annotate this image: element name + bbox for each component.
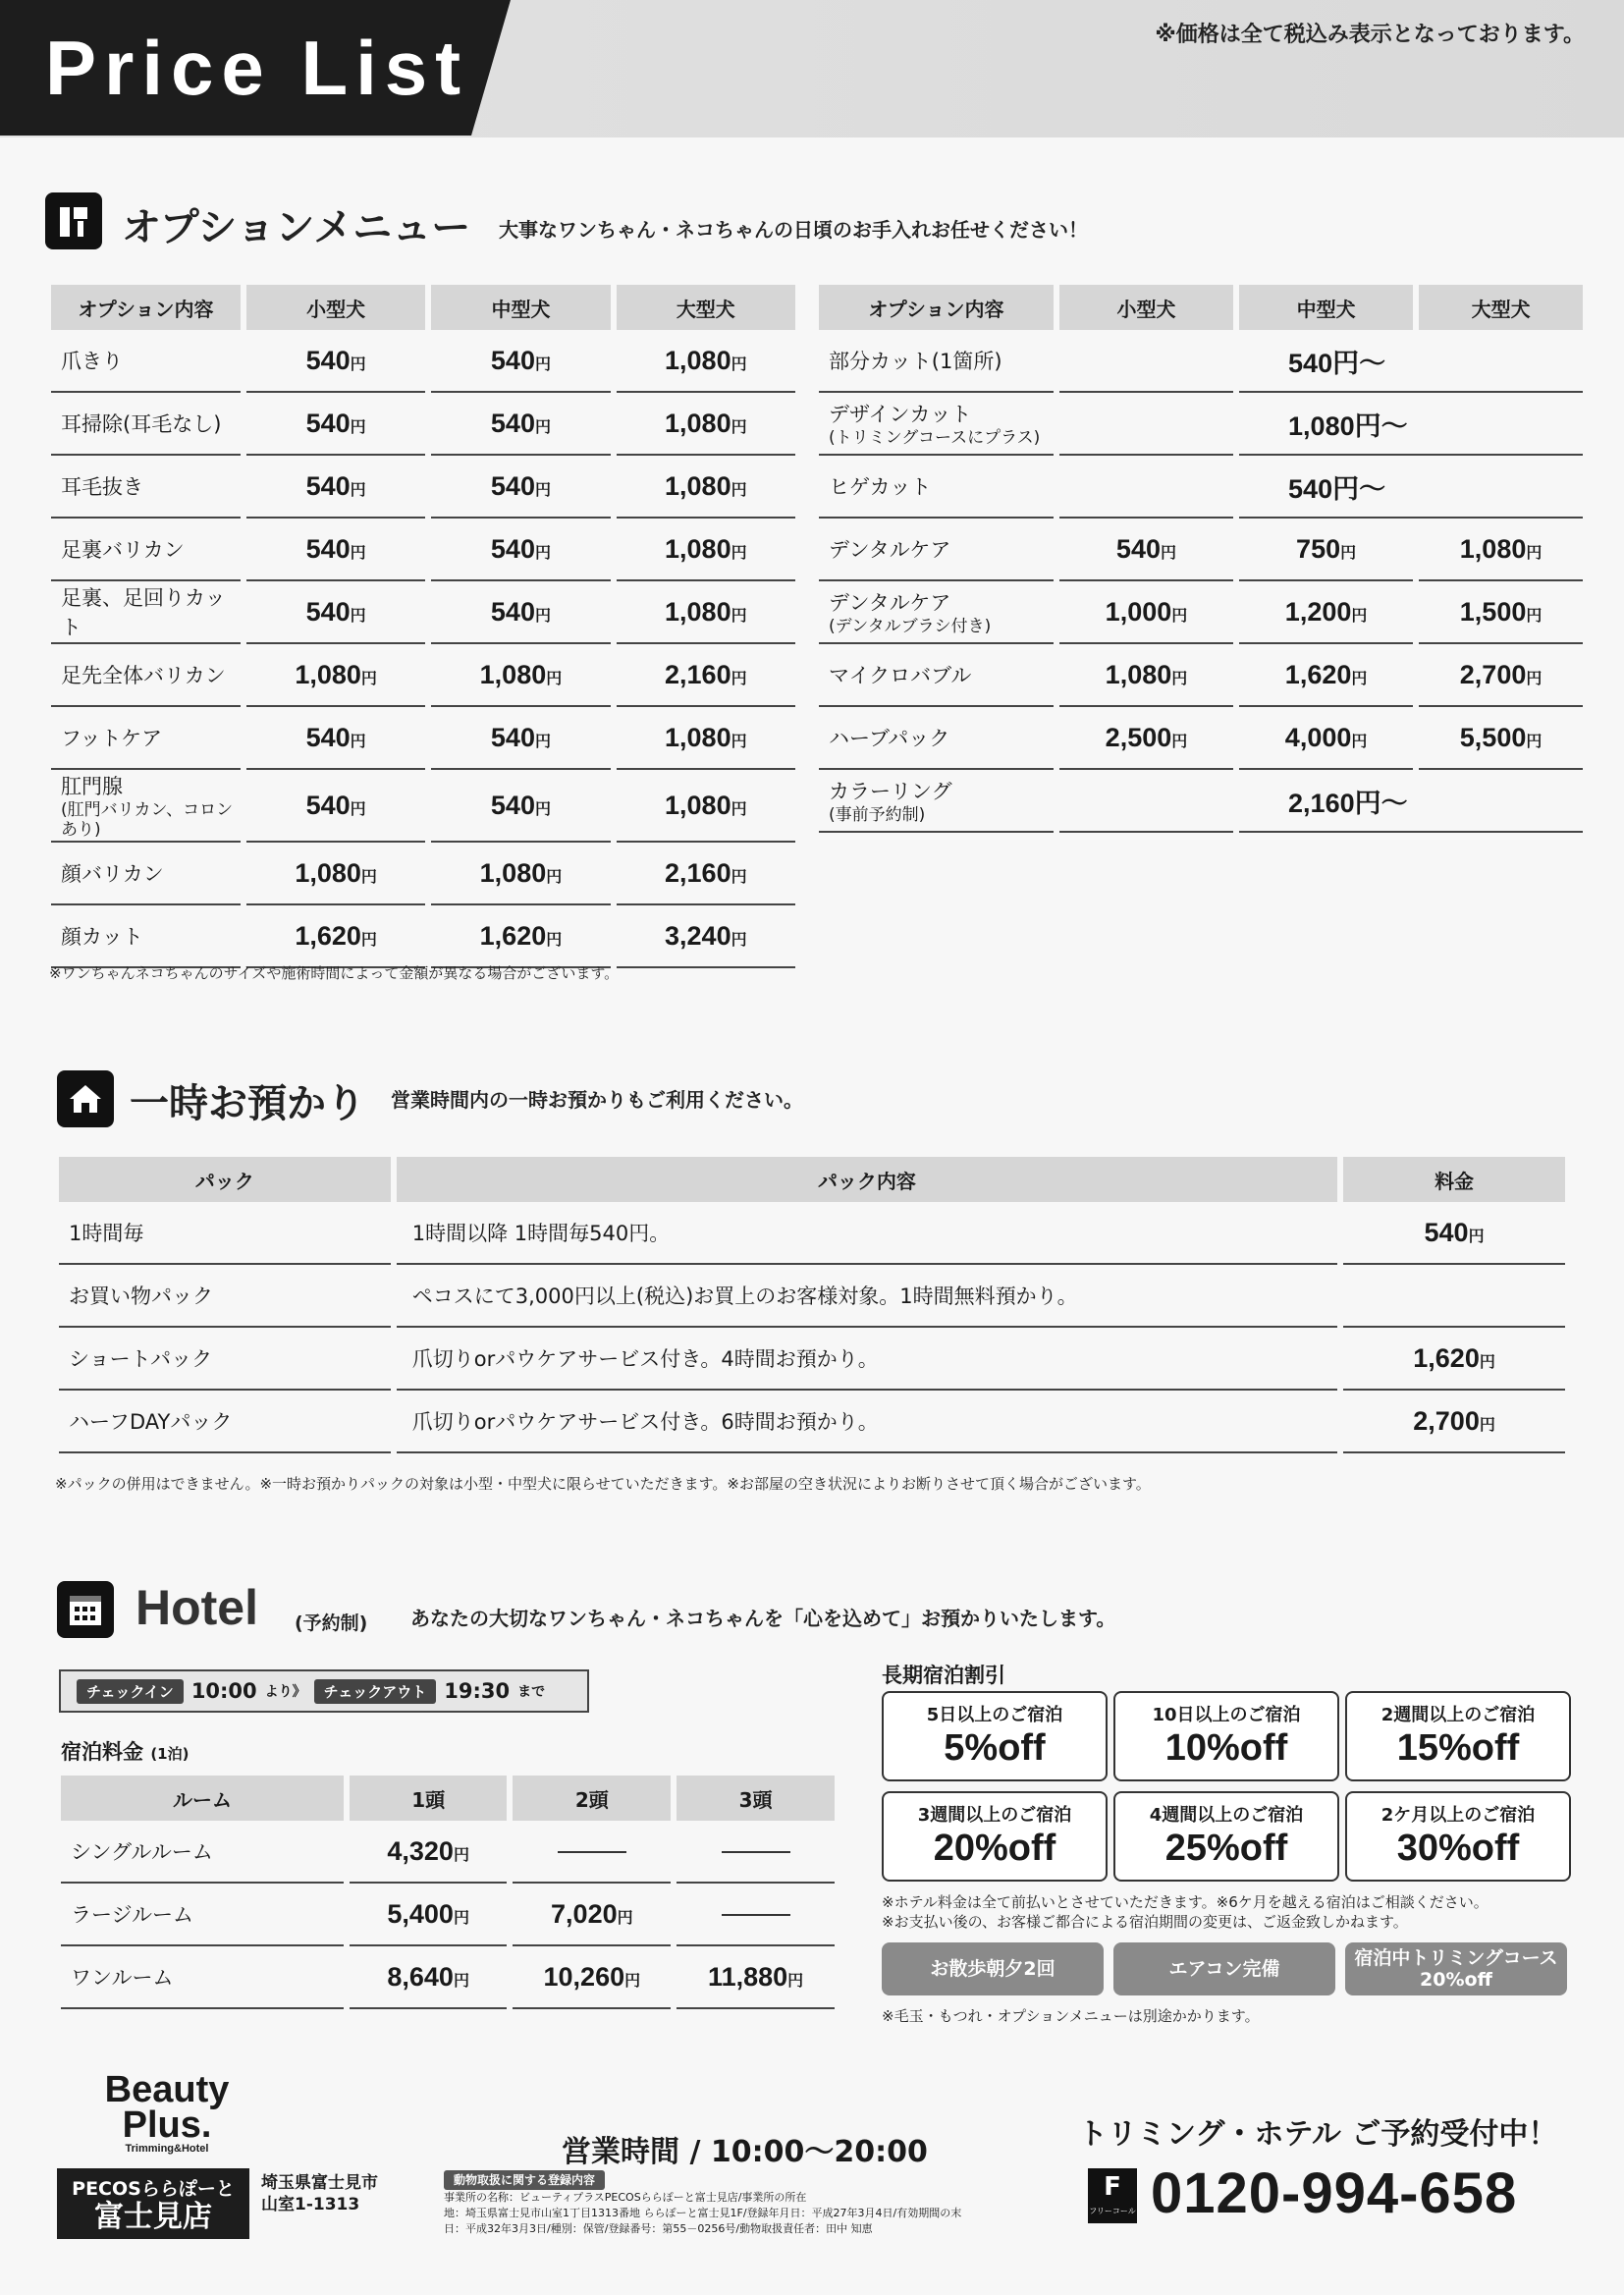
freecall-label: フリーコール [1089, 2207, 1136, 2215]
table-row [819, 393, 1583, 456]
checkout-label: チェックアウト [314, 1679, 437, 1704]
pack-content: 爪切りorパウケアサービス付き。6時間お預かり。 [397, 1391, 1337, 1453]
price-cell: 7,020円 [513, 1884, 671, 1946]
table-row [819, 707, 1583, 770]
price-cell: 4,000円 [1239, 707, 1413, 770]
price-cell: 540円 [431, 456, 610, 519]
price-cell: 1,080円 [617, 770, 795, 843]
store-address [261, 2172, 378, 2215]
discount-card [1345, 1791, 1571, 1882]
discount-note-1: ※ホテル料金は全て前払いとさせていただきます。※6ケ月を越える宿泊はご相談ください。 [882, 1893, 1489, 1911]
discount-rate: 5%off [944, 1727, 1046, 1769]
option-name: 爪きり [51, 330, 241, 393]
option-name: 耳掃除(耳毛なし) [51, 393, 241, 456]
pack-name: ショートパック [59, 1328, 391, 1391]
daycare-note: ※パックの併用はできません。※一時お預かりパックの対象は小型・中型犬に限らせていただきます。※お部屋の空き状況によりお断りさせて頂く場合がございます。 [55, 1475, 1151, 1493]
price-cell: 540円 [246, 456, 425, 519]
price-cell: 2,160円 [617, 843, 795, 905]
option-name: 耳毛抜き [51, 456, 241, 519]
discount-card [882, 1691, 1108, 1781]
house-icon [57, 1070, 114, 1127]
store-line-2: 富士見店 [94, 2200, 212, 2234]
price-cell: 1,080円 [617, 330, 795, 393]
discount-note-2: ※お支払い後の、お客様ご都合による宿泊期間の変更は、ご返金致しかねます。 [882, 1913, 1408, 1931]
feature-note: ※毛玉・もつれ・オプションメニューは別途かかります。 [882, 2007, 1260, 2025]
discount-condition: 2週間以上のご宿泊 [1380, 1705, 1536, 1725]
hotel-title: Hotel [135, 1580, 258, 1635]
hours-value: 10:00〜20:00 [710, 2135, 928, 2169]
discount-rate: 20%off [933, 1828, 1056, 1869]
col-header: 大型犬 [1419, 285, 1583, 330]
discount-condition: 10日以上のご宿泊 [1152, 1705, 1301, 1725]
hotel-subtitle: あなたの大切なワンちゃん・ネコちゃんを「心を込めて」お預かりいたします。 [410, 1607, 1116, 1630]
price-cell: 1,200円 [1239, 581, 1413, 644]
daycare-subtitle: 営業時間内の一時お預かりもご利用ください。 [391, 1088, 803, 1112]
discount-card [882, 1791, 1108, 1882]
hours-label: 営業時間 [562, 2135, 679, 2169]
price-cell: 2,500円 [1059, 707, 1233, 770]
discount-title: 長期宿泊割引 [882, 1664, 1005, 1687]
option-name: ヒゲカット [819, 456, 1054, 519]
table-row [819, 644, 1583, 707]
table-row [819, 330, 1583, 393]
hotel-rate-table [55, 1776, 840, 2009]
col-header: ルーム [61, 1776, 344, 1821]
checkout-time: 19:30 [444, 1679, 511, 1703]
table-row [59, 1328, 1565, 1391]
price-cell: 2,700円 [1343, 1391, 1565, 1453]
checkin-label: チェックイン [77, 1679, 184, 1704]
col-header: 大型犬 [617, 285, 795, 330]
reg-line-1: 事業所の名称：ビューティプラスPECOSららぽーと富士見店/事業所の所在 [444, 2191, 807, 2204]
col-header: オプション内容 [819, 285, 1054, 330]
pack-content: 爪切りorパウケアサービス付き。4時間お預かり。 [397, 1328, 1337, 1391]
scissors-icon [45, 192, 102, 249]
room-name: ワンルーム [61, 1946, 344, 2009]
pack-name: ハーフDAYパック [59, 1391, 391, 1453]
option-name: デンタルケア (デンタルブラシ付き) [819, 581, 1054, 644]
option-name: 足裏バリカン [51, 519, 241, 581]
col-header: 小型犬 [246, 285, 425, 330]
price-cell [1343, 1265, 1565, 1328]
price-cell: 540円〜 [1239, 330, 1583, 393]
price-cell: 10,260円 [513, 1946, 671, 2009]
col-header: 2頭 [513, 1776, 671, 1821]
discount-card [1345, 1691, 1571, 1781]
daycare-table [53, 1157, 1571, 1453]
price-cell: 1,080円 [246, 644, 425, 707]
discount-condition: 2ケ月以上のご宿泊 [1380, 1805, 1536, 1826]
phone-number[interactable]: 0120-994-658 [1151, 2161, 1518, 2225]
price-cell: 1,620円 [246, 905, 425, 968]
table-row [819, 519, 1583, 581]
option-name: デザインカット (トリミングコースにプラス) [819, 393, 1054, 456]
table-row [51, 707, 795, 770]
price-cell: 1,620円 [1239, 644, 1413, 707]
address-line-1: 埼玉県富士見市 [261, 2173, 378, 2193]
price-cell: 4,320円 [350, 1821, 508, 1884]
discount-rate: 30%off [1396, 1828, 1520, 1869]
feature-walks: お散歩朝夕2回 [882, 1942, 1104, 1995]
options-subtitle: 大事なワンちゃん・ネコちゃんの日頃のお手入れお任せください！ [499, 218, 1088, 242]
table-row [61, 1946, 835, 2009]
table-row [51, 644, 795, 707]
option-name: 足先全体バリカン [51, 644, 241, 707]
options-table-left [45, 285, 801, 968]
pack-content: 1時間以降 1時間毎540円。 [397, 1202, 1337, 1265]
option-name: 顔バリカン [51, 843, 241, 905]
price-cell: 540円 [431, 330, 610, 393]
col-header: オプション内容 [51, 285, 241, 330]
table-row [51, 770, 795, 843]
price-cell: 2,160円〜 [1239, 770, 1583, 833]
table-row [51, 456, 795, 519]
price-cell: 540円 [431, 519, 610, 581]
reservation-cta: トリミング・ホテル ご予約受付中！ [1078, 2117, 1558, 2152]
table-row [61, 1821, 835, 1884]
table-row [819, 770, 1583, 833]
price-cell: 2,700円 [1419, 644, 1583, 707]
store-line-1: PECOSららぽーと [72, 2178, 235, 2200]
price-cell: 8,640円 [350, 1946, 508, 2009]
price-cell: 11,880円 [677, 1946, 835, 2009]
price-cell: 5,400円 [350, 1884, 508, 1946]
checkout-suffix: まで [517, 1684, 546, 1700]
price-cell: 5,500円 [1419, 707, 1583, 770]
discount-card [1113, 1791, 1339, 1882]
table-row [51, 330, 795, 393]
price-cell: 540円〜 [1239, 456, 1583, 519]
discount-rate: 15%off [1396, 1727, 1520, 1769]
price-cell: 1,080円 [617, 519, 795, 581]
checkin-checkout-bar [59, 1669, 589, 1713]
logo-line-2: Plus. [122, 2104, 212, 2146]
price-cell: 540円 [246, 770, 425, 843]
option-name: 部分カット(1箇所) [819, 330, 1054, 393]
price-cell-empty [677, 1884, 835, 1946]
discount-condition: 5日以上のご宿泊 [926, 1705, 1063, 1725]
option-name: 肛門腺 (肛門バリカン、コロンあり) [51, 770, 241, 843]
price-cell: 540円 [246, 330, 425, 393]
price-cell: 1,080円 [431, 843, 610, 905]
table-row [819, 581, 1583, 644]
col-header: 小型犬 [1059, 285, 1233, 330]
price-cell: 540円 [1343, 1202, 1565, 1265]
reg-label: 動物取扱に関する登録内容 [444, 2170, 605, 2190]
table-row [51, 905, 795, 968]
feature-trimming-discount: 宿泊中トリミングコース 20%off [1345, 1942, 1567, 1995]
col-header: 3頭 [677, 1776, 835, 1821]
registration-info [444, 2170, 1062, 2237]
option-name: デンタルケア [819, 519, 1054, 581]
col-header: 料金 [1343, 1157, 1565, 1202]
price-cell: 1,080円 [1059, 644, 1233, 707]
price-cell: 1,080円 [617, 581, 795, 644]
title-box [0, 0, 471, 136]
pack-name: お買い物パック [59, 1265, 391, 1328]
option-name: カラーリング (事前予約制) [819, 770, 1054, 833]
discount-rate: 10%off [1164, 1727, 1288, 1769]
price-cell: 1,080円 [431, 644, 610, 707]
discount-condition: 4週間以上のご宿泊 [1149, 1805, 1304, 1826]
price-cell: 1,080円 [617, 707, 795, 770]
option-name: ハーブパック [819, 707, 1054, 770]
price-cell: 1,500円 [1419, 581, 1583, 644]
discount-rate: 25%off [1164, 1828, 1288, 1869]
col-header: 中型犬 [1239, 285, 1413, 330]
price-cell: 1,080円 [617, 456, 795, 519]
reg-line-3: 日：平成32年3月3日/種別：保管/登録番号：第55－0256号/動物取扱責任者：田中 知恵 [444, 2222, 873, 2235]
price-cell: 2,160円 [617, 644, 795, 707]
price-cell: 540円 [246, 393, 425, 456]
table-row [819, 456, 1583, 519]
logo-tag: Trimming&Hotel [125, 2143, 209, 2155]
hotel-reserve: (予約制) [295, 1612, 368, 1634]
option-name: 足裏、足回りカット [51, 581, 241, 644]
room-name: ラージルーム [61, 1884, 344, 1946]
price-cell: 540円 [431, 707, 610, 770]
col-header: 1頭 [350, 1776, 508, 1821]
business-hours: 営業時間 / 10:00〜20:00 [562, 2135, 928, 2169]
room-name: シングルルーム [61, 1821, 344, 1884]
price-cell: 540円 [246, 707, 425, 770]
options-title: オプションメニュー [122, 205, 471, 250]
feature-aircon: エアコン完備 [1113, 1942, 1335, 1995]
discount-condition: 3週間以上のご宿泊 [917, 1805, 1072, 1826]
table-row [51, 393, 795, 456]
tax-note: ※価格は全て税込み表示となっております。 [1155, 23, 1585, 47]
price-cell: 1,000円 [1059, 581, 1233, 644]
options-note: ※ワンちゃんネコちゃんのサイズや施術時間によって金額が異なる場合がございます。 [49, 964, 620, 982]
freecall-icon: F フリーコール [1088, 2168, 1137, 2223]
address-line-2: 山室1-1313 [261, 2195, 360, 2214]
price-cell: 1,080円〜 [1239, 393, 1583, 456]
price-cell: 1,080円 [1419, 519, 1583, 581]
table-row [59, 1265, 1565, 1328]
price-cell: 540円 [246, 581, 425, 644]
price-cell-empty [677, 1821, 835, 1884]
reg-line-2: 地：埼玉県富士見市山室1丁目1313番地 ららぽーと富士見1F/登録年月日：平成27年3月4日/有効期間の末 [444, 2207, 962, 2219]
fee-unit: (1泊) [150, 1745, 189, 1763]
table-row [51, 581, 795, 644]
price-cell: 540円 [1059, 519, 1233, 581]
building-icon [57, 1581, 114, 1638]
hotel-fee-label [61, 1736, 189, 1766]
price-cell: 1,620円 [431, 905, 610, 968]
discount-card [1113, 1691, 1339, 1781]
option-name: マイクロバブル [819, 644, 1054, 707]
col-header: パック内容 [397, 1157, 1337, 1202]
brand-logo [79, 2069, 255, 2155]
table-row [59, 1202, 1565, 1265]
price-cell: 540円 [246, 519, 425, 581]
price-cell: 3,240円 [617, 905, 795, 968]
option-name: 顔カット [51, 905, 241, 968]
table-row [59, 1391, 1565, 1453]
checkin-suffix: より》 [264, 1684, 306, 1700]
checkin-time: 10:00 [190, 1679, 257, 1703]
col-header: パック [59, 1157, 391, 1202]
price-cell: 540円 [431, 770, 610, 843]
table-row [61, 1884, 835, 1946]
pack-content: ペコスにて3,000円以上(税込)お買上のお客様対象。1時間無料預かり。 [397, 1265, 1337, 1328]
price-cell: 1,080円 [246, 843, 425, 905]
daycare-title: 一時お預かり [130, 1081, 365, 1126]
table-row [51, 843, 795, 905]
logo-line-1: Beauty [104, 2069, 230, 2110]
price-cell: 540円 [431, 393, 610, 456]
options-table-right [813, 285, 1589, 833]
fee-label: 宿泊料金 [61, 1740, 143, 1764]
store-badge [57, 2168, 249, 2239]
table-row [51, 519, 795, 581]
col-header: 中型犬 [431, 285, 610, 330]
pack-name: 1時間毎 [59, 1202, 391, 1265]
price-cell-empty [513, 1821, 671, 1884]
price-cell: 750円 [1239, 519, 1413, 581]
page-title: Price List [45, 25, 469, 111]
price-cell: 1,620円 [1343, 1328, 1565, 1391]
price-cell: 1,080円 [617, 393, 795, 456]
price-cell: 540円 [431, 581, 610, 644]
option-name: フットケア [51, 707, 241, 770]
